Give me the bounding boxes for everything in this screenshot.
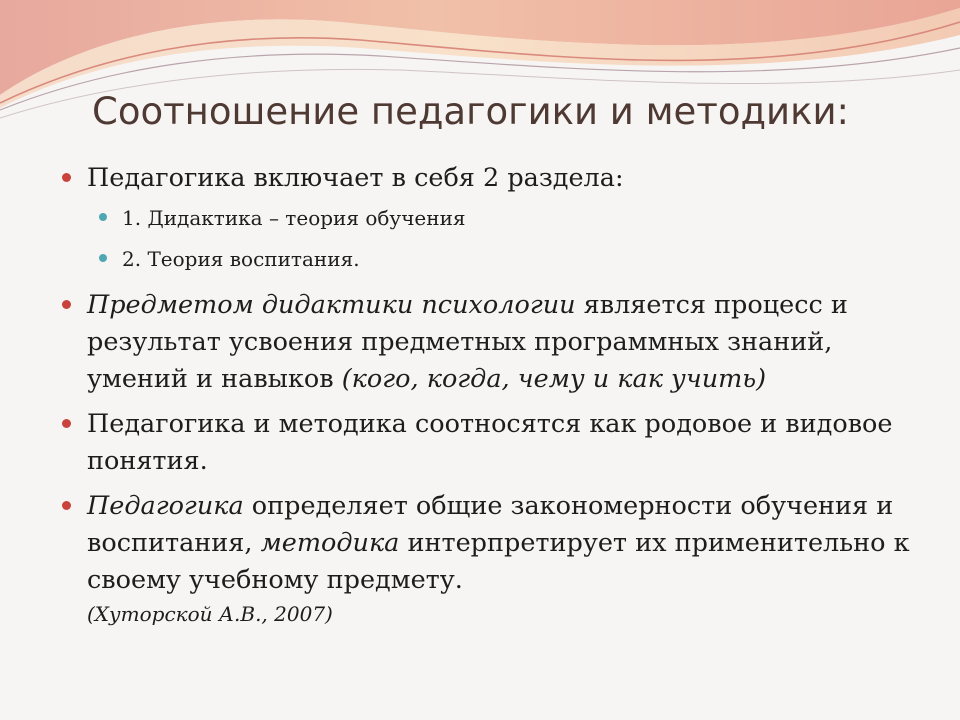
item-text: 1. Дидактика – теория обучения [122,206,466,230]
bullet-dot-icon [99,213,107,221]
item-emphasis: (кого, когда, чему и как учить) [341,364,767,394]
item-text: является процесс и результат усвоения предметных программных знаний, умений и навыков [87,290,848,394]
citation: (Хуторской А.В., 2007) [87,602,333,626]
item-emphasis: Педагогика [87,491,244,521]
item-emphasis: Предметом дидактики психологии [87,290,576,320]
bullet-dot-icon [99,254,107,262]
bullet-dot-icon [62,419,71,428]
slide-title: Соотношение педагогики и методики: [92,90,849,133]
list-item [62,488,917,629]
item-text: определяет общие закономерности обучения и воспитания, [87,491,894,558]
list-item [62,160,917,197]
bullet-dot-icon [62,173,71,182]
item-text: 2. Теория воспитания. [122,247,360,271]
bullet-dot-icon [62,501,71,510]
item-text: Педагогика и методика соотносятся как родовое и видовое понятия. [87,409,893,476]
list-item [62,287,917,398]
bullet-dot-icon [62,300,71,309]
list-item [62,406,917,480]
item-emphasis: методика [260,528,400,558]
sub-list-item [62,246,917,273]
sub-list-item [62,205,917,232]
bullet-list [62,160,917,637]
item-text: Педагогика включает в себя 2 раздела: [87,163,624,193]
item-text: интерпретирует их применительно к своему учебному предмету. [87,528,910,595]
